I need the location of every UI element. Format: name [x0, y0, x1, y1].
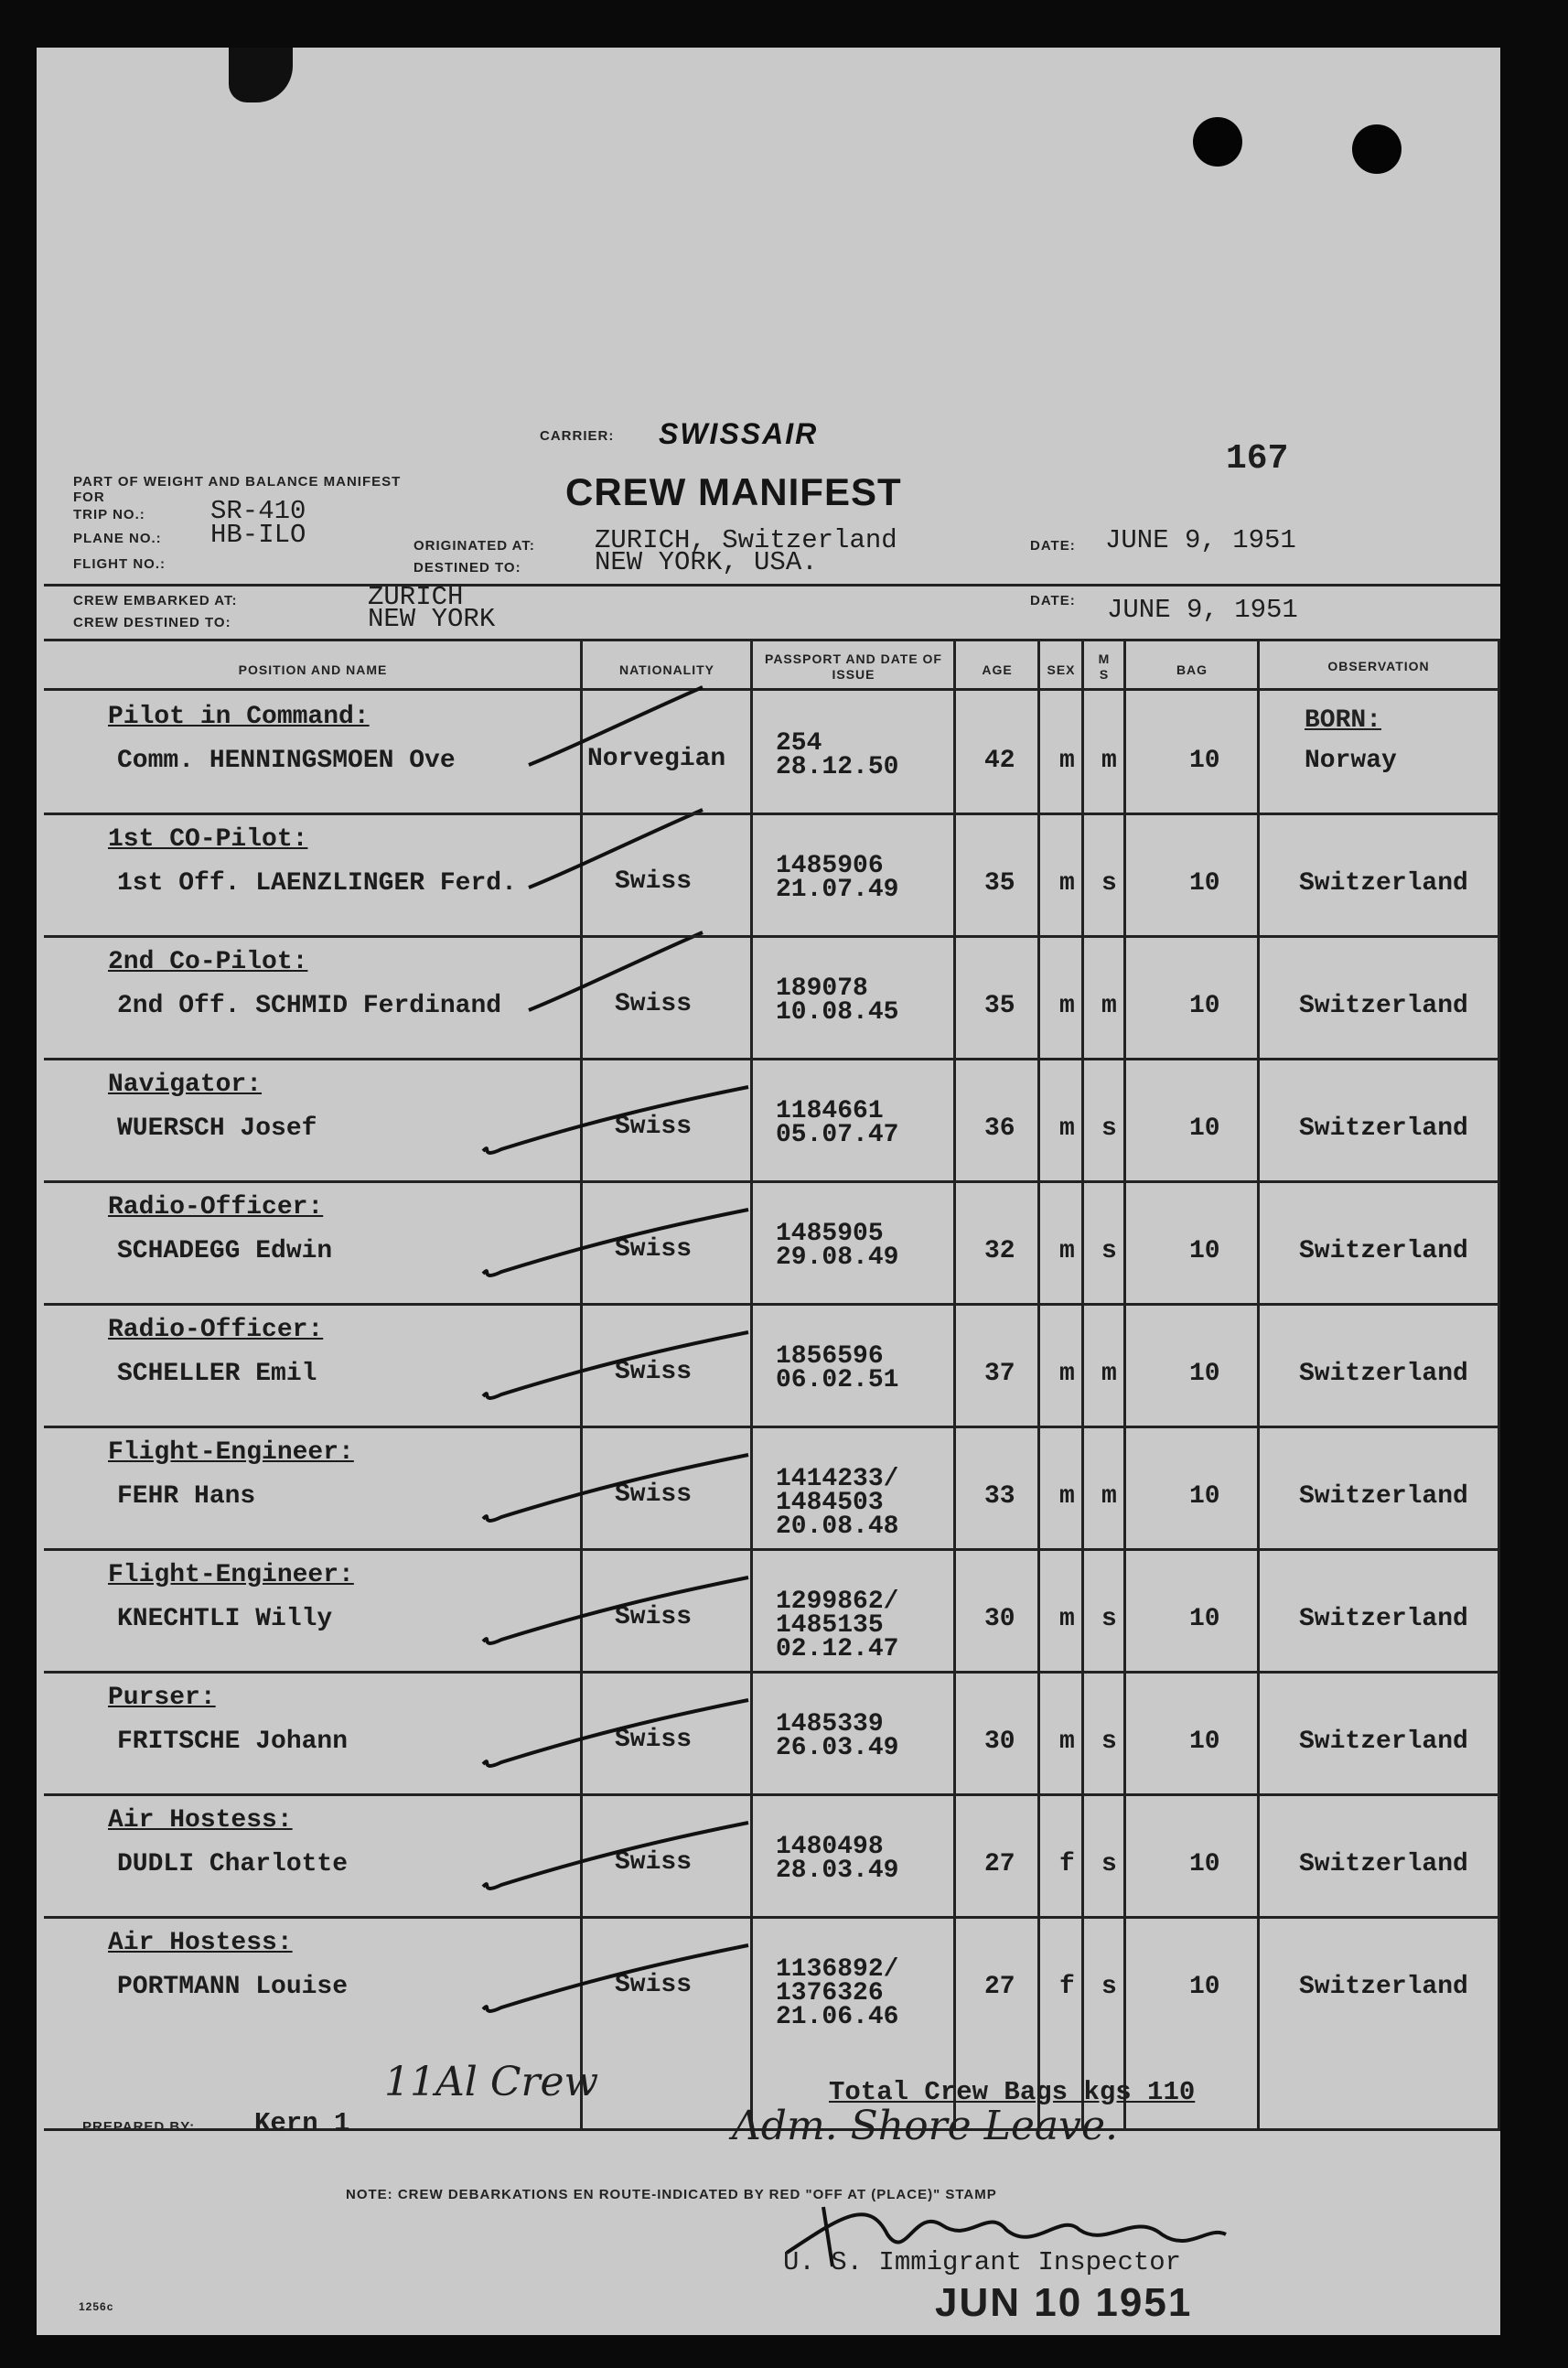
passport-date: 21.07.49 [776, 876, 899, 904]
header-ms-m: M [1098, 651, 1111, 666]
passport-number: 1480498 [776, 1833, 884, 1861]
row-divider [44, 813, 1499, 815]
punch-hole-right [1352, 124, 1402, 174]
bag-cell: 10 [1189, 1114, 1220, 1143]
position-title: Flight-Engineer: [108, 1561, 354, 1589]
crew-name: FEHR Hans [117, 1482, 256, 1511]
table-row [44, 1305, 1499, 1427]
page-number: 167 [1226, 439, 1289, 479]
immigration-stamp-date: JUN 10 1951 [935, 2280, 1193, 2325]
date-value: JUNE 9, 1951 [1105, 525, 1296, 555]
marital-status-cell: m [1101, 992, 1117, 1020]
observation-cell: Switzerland [1299, 1728, 1468, 1756]
crew-name: 2nd Off. SCHMID Ferdinand [117, 992, 502, 1020]
observation-cell: Norway [1305, 747, 1397, 775]
handwritten-checkmark [474, 1691, 785, 1792]
plane-value: HB-ILO [210, 520, 306, 550]
inspector-title: U. S. Immigrant Inspector [783, 2247, 1182, 2277]
table-row [44, 1795, 1499, 1918]
carrier-label: CARRIER: [540, 428, 615, 444]
crew-destined-label: CREW DESTINED TO: [73, 615, 231, 630]
row-divider [44, 1426, 1499, 1428]
passport-number: 1299862/ [776, 1588, 899, 1616]
passport-date-extra: 21.06.46 [776, 2003, 899, 2031]
form-number: 1256c [79, 2300, 114, 2313]
table-row [44, 1550, 1499, 1673]
total-crew-bags: Total Crew Bags kgs 110 [829, 2077, 1196, 2107]
observation-cell: Switzerland [1299, 1114, 1468, 1143]
marital-status-cell: s [1101, 869, 1117, 898]
table-row [44, 1673, 1499, 1795]
crew-name: Comm. HENNINGSMOEN Ove [117, 747, 456, 775]
sex-cell: f [1059, 1973, 1075, 2001]
passport-date: 29.08.49 [776, 1243, 899, 1272]
date2-label: DATE: [1030, 593, 1076, 608]
trip-label: TRIP NO.: [73, 507, 145, 522]
observation-cell: Switzerland [1299, 869, 1468, 898]
marital-status-cell: s [1101, 1973, 1117, 2001]
position-title: Flight-Engineer: [108, 1438, 354, 1467]
prepared-by-label: PREPARED BY: [82, 2119, 196, 2135]
row-divider [44, 1916, 1499, 1919]
table-top-border [44, 639, 1500, 641]
observation-cell: Switzerland [1299, 1360, 1468, 1388]
marital-status-cell: m [1101, 1360, 1117, 1388]
header-position: POSITION AND NAME [238, 662, 388, 677]
passport-number: 1414233/ [776, 1465, 899, 1493]
table-row [44, 1182, 1499, 1305]
age-cell: 35 [984, 869, 1015, 898]
debarkation-note: NOTE: CREW DEBARKATIONS EN ROUTE-INDICATED BY RED "OFF AT (PLACE)" STAMP [346, 2187, 997, 2202]
position-title: Pilot in Command: [108, 703, 370, 731]
sex-cell: m [1059, 992, 1075, 1020]
marital-status-cell: s [1101, 1850, 1117, 1878]
bag-cell: 10 [1189, 992, 1220, 1020]
marital-status-cell: m [1101, 1482, 1117, 1511]
sex-cell: m [1059, 1605, 1075, 1633]
handwritten-checkmark [520, 683, 831, 783]
nationality-cell: Swiss [615, 1848, 693, 1877]
sex-cell: m [1059, 1360, 1075, 1388]
age-cell: 27 [984, 1973, 1015, 2001]
observation-cell: Switzerland [1299, 1237, 1468, 1265]
position-title: Air Hostess: [108, 1929, 293, 1957]
table-row [44, 1427, 1499, 1550]
observation-cell: Switzerland [1299, 992, 1468, 1020]
manifest-paper [37, 48, 1500, 2335]
handwritten-checkmark [474, 1936, 785, 2037]
header-observation: OBSERVATION [1327, 659, 1430, 673]
passport-number: 189078 [776, 974, 868, 1003]
weight-balance-label: PART OF WEIGHT AND BALANCE MANIFEST FOR [73, 474, 402, 505]
age-cell: 33 [984, 1482, 1015, 1511]
position-title: 2nd Co-Pilot: [108, 948, 308, 976]
handwritten-crew-note: 11Al Crew [384, 2059, 599, 2105]
passport-date: 26.03.49 [776, 1734, 899, 1762]
marital-status-cell: s [1101, 1605, 1117, 1633]
passport-date: 1485135 [776, 1611, 884, 1640]
bag-cell: 10 [1189, 1850, 1220, 1878]
header-nationality: NATIONALITY [618, 662, 715, 677]
nationality-cell: Swiss [615, 1480, 693, 1509]
nationality-cell: Swiss [615, 1358, 693, 1386]
position-title: Purser: [108, 1684, 216, 1712]
row-divider [44, 1180, 1499, 1183]
passport-date: 06.02.51 [776, 1366, 899, 1394]
nationality-cell: Swiss [615, 990, 693, 1018]
table-row [44, 1060, 1499, 1182]
passport-date-extra: 20.08.48 [776, 1512, 899, 1541]
passport-number: 1136892/ [776, 1955, 899, 1984]
age-cell: 30 [984, 1728, 1015, 1756]
row-divider [44, 1058, 1499, 1060]
passport-number: 1856596 [776, 1342, 884, 1371]
crew-destined-value: NEW YORK [368, 604, 496, 634]
header-divider-1 [44, 584, 1500, 587]
bag-cell: 10 [1189, 1360, 1220, 1388]
observation-cell: Switzerland [1299, 1482, 1468, 1511]
marital-status-cell: s [1101, 1728, 1117, 1756]
crew-name: KNECHTLI Willy [117, 1605, 333, 1633]
bag-cell: 10 [1189, 1973, 1220, 2001]
observation-cell: Switzerland [1299, 1850, 1468, 1878]
handwritten-checkmark [520, 928, 831, 1028]
sex-cell: m [1059, 869, 1075, 898]
age-cell: 36 [984, 1114, 1015, 1143]
nationality-cell: Swiss [615, 1726, 693, 1754]
passport-number: 1485339 [776, 1710, 884, 1738]
passport-number: 254 [776, 729, 822, 758]
nationality-cell: Swiss [615, 867, 693, 896]
crew-name: WUERSCH Josef [117, 1114, 317, 1143]
marital-status-cell: m [1101, 747, 1117, 775]
table-row [44, 692, 1499, 814]
passport-date: 1484503 [776, 1489, 884, 1517]
row-divider [44, 1671, 1499, 1674]
bag-cell: 10 [1189, 1482, 1220, 1511]
header-sex: SEX [1047, 662, 1076, 677]
crew-embarked-value: ZURICH [368, 582, 464, 612]
age-cell: 42 [984, 747, 1015, 775]
passport-number: 1485906 [776, 852, 884, 880]
observation-cell: Switzerland [1299, 1973, 1468, 2001]
crew-name: DUDLI Charlotte [117, 1850, 349, 1878]
sex-cell: m [1059, 1728, 1075, 1756]
table-row [44, 1918, 1499, 2040]
passport-date: 28.12.50 [776, 753, 899, 781]
sex-cell: m [1059, 747, 1075, 775]
passport-number: 1485905 [776, 1220, 884, 1248]
age-cell: 37 [984, 1360, 1015, 1388]
trip-value: SR-410 [210, 496, 306, 526]
position-title: Air Hostess: [108, 1806, 293, 1835]
crew-name: SCHELLER Emil [117, 1360, 317, 1388]
table-row [44, 937, 1499, 1060]
header-bag: BAG [1176, 662, 1208, 677]
crew-name: PORTMANN Louise [117, 1973, 349, 2001]
prepared-by-value: Kern 1 [254, 2108, 350, 2138]
bag-cell: 10 [1189, 1605, 1220, 1633]
position-title: 1st CO-Pilot: [108, 825, 308, 854]
flight-label: FLIGHT NO.: [73, 556, 166, 572]
bag-cell: 10 [1189, 747, 1220, 775]
destined-value: NEW YORK, USA. [595, 547, 818, 577]
nationality-cell: Swiss [615, 1235, 693, 1264]
age-cell: 30 [984, 1605, 1015, 1633]
passport-date: 28.03.49 [776, 1857, 899, 1885]
sex-cell: f [1059, 1850, 1075, 1878]
handwritten-shore-leave: Adm. Shore Leave. [732, 2103, 1119, 2149]
sex-cell: m [1059, 1482, 1075, 1511]
handwritten-checkmark [474, 1078, 785, 1179]
position-title: Radio-Officer: [108, 1193, 324, 1222]
passport-date: 10.08.45 [776, 998, 899, 1027]
age-cell: 27 [984, 1850, 1015, 1878]
age-cell: 32 [984, 1237, 1015, 1265]
crew-embarked-label: CREW EMBARKED AT: [73, 593, 238, 608]
date-label: DATE: [1030, 538, 1076, 554]
row-divider [44, 935, 1499, 938]
marital-status-cell: s [1101, 1237, 1117, 1265]
handwritten-checkmark [474, 1200, 785, 1301]
marital-status-cell: s [1101, 1114, 1117, 1143]
row-divider [44, 1548, 1499, 1551]
bag-cell: 10 [1189, 1237, 1220, 1265]
page-title: CREW MANIFEST [565, 470, 902, 513]
nationality-cell: Swiss [615, 1113, 693, 1141]
passport-date-extra: 02.12.47 [776, 1635, 899, 1663]
age-cell: 35 [984, 992, 1015, 1020]
handwritten-checkmark [474, 1568, 785, 1669]
originated-label: ORIGINATED AT: [413, 538, 535, 554]
row-divider [44, 1303, 1499, 1306]
punch-hole-left [1193, 117, 1242, 167]
handwritten-checkmark [474, 1323, 785, 1424]
observation-cell: Switzerland [1299, 1605, 1468, 1633]
handwritten-checkmark [474, 1446, 785, 1546]
nationality-cell: Swiss [615, 1603, 693, 1631]
crew-name: FRITSCHE Johann [117, 1728, 349, 1756]
position-title: Navigator: [108, 1071, 263, 1099]
crew-name: 1st Off. LAENZLINGER Ferd. [117, 869, 517, 898]
handwritten-checkmark [474, 1814, 785, 1914]
handwritten-checkmark [520, 805, 831, 906]
header-age: AGE [982, 662, 1013, 677]
nationality-cell: Swiss [615, 1971, 693, 1999]
position-title: Radio-Officer: [108, 1316, 324, 1344]
sex-cell: m [1059, 1114, 1075, 1143]
header-passport: PASSPORT AND DATE OF ISSUE [765, 651, 942, 682]
row-divider [44, 1793, 1499, 1796]
header-ms-s: S [1099, 667, 1110, 682]
passport-number: 1184661 [776, 1097, 884, 1125]
sex-cell: m [1059, 1237, 1075, 1265]
destined-label: DESTINED TO: [413, 560, 521, 576]
table-row [44, 814, 1499, 937]
date2-value: JUNE 9, 1951 [1107, 595, 1298, 625]
bag-cell: 10 [1189, 1728, 1220, 1756]
bag-cell: 10 [1189, 869, 1220, 898]
passport-date: 1376326 [776, 1979, 884, 2007]
crew-name: SCHADEGG Edwin [117, 1237, 333, 1265]
passport-date: 05.07.47 [776, 1121, 899, 1149]
torn-corner-mark [229, 48, 293, 102]
plane-label: PLANE NO.: [73, 531, 162, 546]
originated-value: ZURICH, Switzerland [595, 525, 897, 555]
nationality-cell: Norvegian [587, 745, 726, 773]
born-label: BORN: [1305, 706, 1382, 735]
carrier-logo: SWISSAIR [659, 417, 819, 450]
